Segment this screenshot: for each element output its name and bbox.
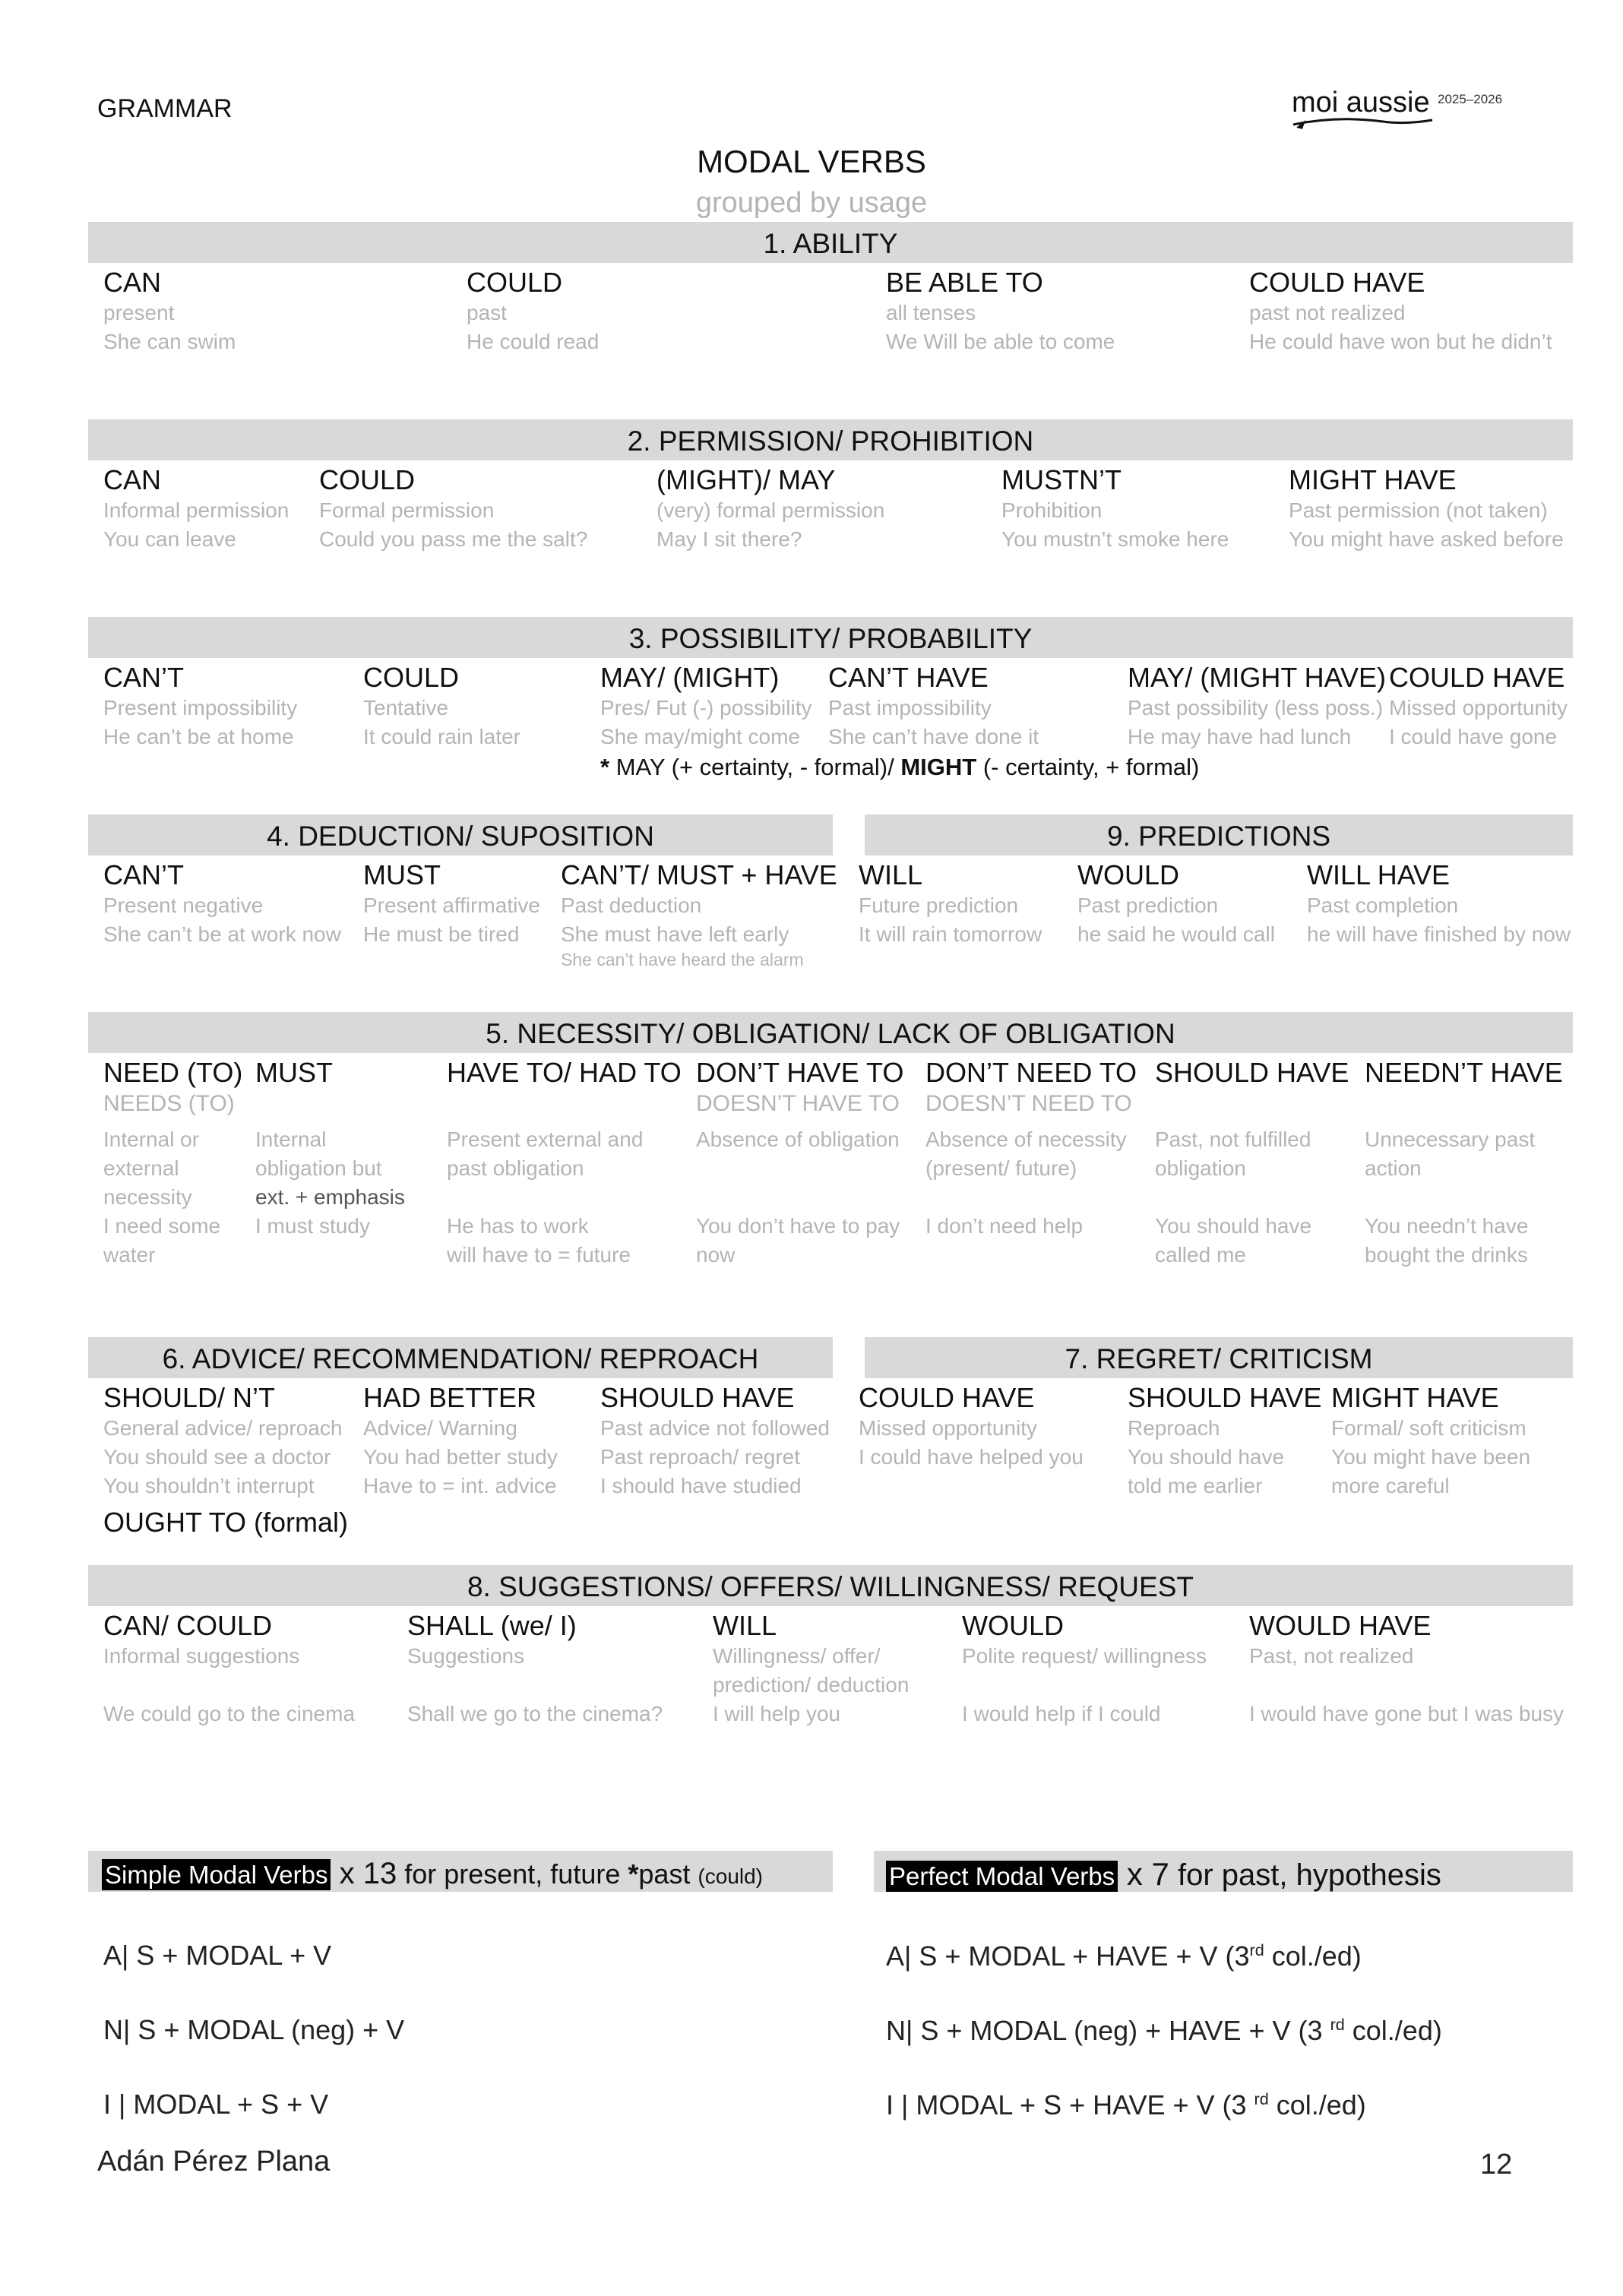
usage-text: Present negative [103, 893, 264, 917]
page-number: 12 [1480, 2149, 1513, 2181]
brand-swoosh-icon [1292, 114, 1436, 131]
simple-modal-label: Simple Modal Verbs [102, 1859, 331, 1890]
section-3-bar [88, 617, 1573, 658]
usage-text: Informal permission [103, 498, 289, 522]
example-text: He has to work [447, 1214, 589, 1238]
usage-text: Internal or [103, 1127, 200, 1151]
verb-heading: WOULD [962, 1610, 1064, 1641]
section-3-title: 3. POSSIBILITY/ PROBABILITY [628, 623, 1033, 654]
usage-text: Missed opportunity [859, 1416, 1038, 1440]
verb-heading: MIGHT HAVE [1331, 1382, 1499, 1413]
simple-interrogative-formula: I | MODAL + S + V [103, 2089, 329, 2120]
example-text: It could rain later [363, 725, 520, 748]
verb-heading: MUSTN’T [1001, 464, 1122, 495]
example-text: You shouldn’t interrupt [103, 1474, 315, 1497]
section-5-bar [88, 1012, 1573, 1053]
verb-heading: SHALL (we/ I) [407, 1610, 577, 1641]
example-text: You should have [1128, 1445, 1285, 1469]
verb-heading: MAY/ (MIGHT HAVE) [1128, 662, 1387, 693]
example-text: called me [1155, 1243, 1246, 1267]
verb-heading: NEEDN’T HAVE [1365, 1057, 1563, 1088]
usage-text: Reproach [1128, 1416, 1220, 1440]
verb-heading: CAN/ COULD [103, 1610, 273, 1641]
example-text: She can’t have heard the alarm [561, 950, 804, 969]
example-text: You might have been [1331, 1445, 1531, 1469]
perfect-modal-heading: Perfect Modal Verbs x 7 for past, hypothesis [886, 1858, 1441, 1890]
section-6-title: 6. ADVICE/ RECOMMENDATION/ REPROACH [162, 1343, 759, 1374]
example-text: I will help you [713, 1702, 841, 1725]
verb-heading: CAN’T/ MUST + HAVE [561, 859, 837, 890]
section-1-bar [88, 222, 1573, 263]
section-1-title: 1. ABILITY [763, 228, 898, 259]
usage-text: Past completion [1307, 893, 1459, 917]
usage-text: Informal suggestions [103, 1644, 300, 1668]
usage-text: necessity [103, 1185, 192, 1209]
usage-text: Past, not fulfilled [1155, 1127, 1311, 1151]
usage-text: Past deduction [561, 893, 702, 917]
example-text: I need some [103, 1214, 221, 1238]
verb-variant: DOESN’T HAVE TO [696, 1091, 900, 1116]
verb-heading: SHOULD HAVE [600, 1382, 795, 1413]
verb-heading: SHOULD HAVE [1128, 1382, 1322, 1413]
usage-text: (present/ future) [925, 1156, 1077, 1180]
usage-text: Past possibility (less poss.) [1128, 696, 1384, 719]
verb-heading: MIGHT HAVE [1289, 464, 1457, 495]
verb-variant: NEEDS (TO) [103, 1091, 235, 1116]
section-9-title: 9. PREDICTIONS [1107, 821, 1330, 852]
usage-text: Absence of necessity [925, 1127, 1127, 1151]
example-text: told me earlier [1128, 1474, 1263, 1497]
verb-heading: COULD [319, 464, 416, 495]
usage-text: Past, not realized [1249, 1644, 1414, 1668]
usage-text: past obligation [447, 1156, 584, 1180]
usage-text: past not realized [1249, 301, 1406, 324]
example-text: We Will be able to come [886, 330, 1115, 353]
verb-heading: COULD [363, 662, 460, 693]
usage-text: Missed opportunity [1389, 696, 1568, 719]
simple-modal-heading: Simple Modal Verbs x 13 for present, future *past (could) [102, 1858, 763, 1889]
usage-text: Willingness/ offer/ [713, 1644, 881, 1668]
verb-heading: SHOULD/ N’T [103, 1382, 276, 1413]
verb-heading: WILL [713, 1610, 777, 1641]
usage-text: Advice/ Warning [363, 1416, 517, 1440]
usage-text: Past advice not followed [600, 1416, 830, 1440]
verb-variant: DOESN’T NEED TO [925, 1091, 1132, 1116]
usage-text: Present affirmative [363, 893, 540, 917]
usage-text: Past impossibility [828, 696, 992, 719]
section-6-bar [88, 1337, 833, 1378]
usage-text: Future prediction [859, 893, 1019, 917]
section-9-bar [865, 814, 1573, 855]
section-8-bar [88, 1565, 1573, 1606]
example-text: I could have gone [1389, 725, 1558, 748]
example-text: Shall we go to the cinema? [407, 1702, 663, 1725]
example-text: You don’t have to pay [696, 1214, 900, 1238]
usage-text: Pres/ Fut (-) possibility [600, 696, 812, 719]
section-5-title: 5. NECESSITY/ OBLIGATION/ LACK OF OBLIGATION [486, 1018, 1175, 1049]
perfect-interrogative-formula: I | MODAL + S + HAVE + V (3 $^{rd}$ col./ed) [886, 2089, 1366, 2120]
example-text: It will rain tomorrow [859, 922, 1042, 946]
example-text: You should see a doctor [103, 1445, 331, 1469]
example-text: She can’t be at work now [103, 922, 341, 946]
usage-text: Past prediction [1077, 893, 1219, 917]
verb-heading: NEED (TO) [103, 1057, 243, 1088]
example-text: He could have won but he didn’t [1249, 330, 1552, 353]
example-text: he will have finished by now [1307, 922, 1571, 946]
example-text: May I sit there? [656, 527, 802, 551]
may-might-note: * MAY (+ certainty, - formal)/ MIGHT (- certainty, + formal) [600, 754, 1200, 780]
verb-heading: WILL HAVE [1307, 859, 1451, 890]
brand-years: 2025–2026 [1438, 92, 1503, 106]
perfect-negative-formula: N| S + MODAL (neg) + HAVE + V (3 $^{rd}$ col./ed) [886, 2015, 1442, 2046]
example-text: I don’t need help [925, 1214, 1084, 1238]
perfect-affirmative-formula: A| S + MODAL + HAVE + V (3rd col./ed) [886, 1940, 1362, 1972]
example-text: She may/might come [600, 725, 800, 748]
usage-text: past [467, 301, 507, 324]
section-7-bar [865, 1337, 1573, 1378]
verb-heading: MAY/ (MIGHT) [600, 662, 780, 693]
usage-text: obligation but [255, 1156, 382, 1180]
example-text: water [103, 1243, 156, 1267]
verb-heading: HAD BETTER [363, 1382, 537, 1413]
ought-to-note: OUGHT TO (formal) [103, 1507, 349, 1538]
usage-text: external [103, 1156, 179, 1180]
example-text: Past reproach/ regret [600, 1445, 801, 1469]
section-4-title: 4. DEDUCTION/ SUPOSITION [267, 821, 654, 852]
example-text: You had better study [363, 1445, 558, 1469]
section-8-title: 8. SUGGESTIONS/ OFFERS/ WILLINGNESS/ REQUEST [467, 1571, 1194, 1602]
page-title: MODAL VERBS [697, 144, 926, 179]
example-text: You needn’t have [1365, 1214, 1529, 1238]
usage-text: (very) formal permission [656, 498, 885, 522]
example-text: more careful [1331, 1474, 1450, 1497]
perfect-modal-label: Perfect Modal Verbs [886, 1861, 1118, 1892]
usage-text: present [103, 301, 175, 324]
example-text: She can swim [103, 330, 236, 353]
verb-heading: CAN’T [103, 859, 184, 890]
example-text: She can’t have done it [828, 725, 1039, 748]
usage-text: Past permission (not taken) [1289, 498, 1548, 522]
example-text: he said he would call [1077, 922, 1275, 946]
verb-heading: COULD HAVE [1389, 662, 1565, 693]
example-text: You mustn’t smoke here [1001, 527, 1229, 551]
example-text: Have to = int. advice [363, 1474, 557, 1497]
verb-heading: WOULD [1077, 859, 1179, 890]
section-4-bar [88, 814, 833, 855]
verb-heading: CAN’T [103, 662, 184, 693]
verb-heading: DON’T NEED TO [925, 1057, 1137, 1088]
verb-heading: MUST [255, 1057, 333, 1088]
verb-heading: SHOULD HAVE [1155, 1057, 1349, 1088]
example-text: You might have asked before [1289, 527, 1564, 551]
example-text: I must study [255, 1214, 370, 1238]
example-text: He must be tired [363, 922, 520, 946]
header-label: GRAMMAR [97, 94, 233, 123]
section-2-bar [88, 419, 1573, 460]
simple-negative-formula: N| S + MODAL (neg) + V [103, 2014, 405, 2045]
verb-heading: CAN’T HAVE [828, 662, 989, 693]
brand-name: moi aussie [1292, 87, 1430, 119]
example-text: He could read [467, 330, 600, 353]
example-text: Could you pass me the salt? [319, 527, 588, 551]
usage-text: Present external and [447, 1127, 644, 1151]
usage-text: obligation [1155, 1156, 1246, 1180]
example-text: I would have gone but I was busy [1249, 1702, 1564, 1725]
usage-text: action [1365, 1156, 1422, 1180]
example-text: now [696, 1243, 736, 1267]
example-text: I should have studied [600, 1474, 802, 1497]
example-text: You can leave [103, 527, 236, 551]
emphasis-text: ext. + emphasis [255, 1185, 405, 1209]
usage-text: Absence of obligation [696, 1127, 900, 1151]
example-text: I would help if I could [962, 1702, 1161, 1725]
verb-heading: WILL [859, 859, 923, 890]
verb-heading: CAN [103, 464, 162, 495]
section-7-title: 7. REGRET/ CRITICISM [1065, 1343, 1373, 1374]
footer-author: Adán Pérez Plana [97, 2146, 331, 2177]
example-text: We could go to the cinema [103, 1702, 356, 1725]
usage-text: Formal/ soft criticism [1331, 1416, 1527, 1440]
verb-heading: HAVE TO/ HAD TO [447, 1057, 682, 1088]
usage-text: Formal permission [319, 498, 495, 522]
usage-text: Unnecessary past [1365, 1127, 1536, 1151]
verb-heading: COULD HAVE [1249, 267, 1425, 298]
verb-heading: WOULD HAVE [1249, 1610, 1432, 1641]
verb-heading: MUST [363, 859, 441, 890]
example-text: You should have [1155, 1214, 1312, 1238]
example-text: will have to = future [447, 1243, 631, 1267]
section-2-title: 2. PERMISSION/ PROHIBITION [627, 425, 1034, 457]
usage-text: all tenses [886, 301, 976, 324]
usage-text: Polite request/ willingness [962, 1644, 1207, 1668]
example-text: bought the drinks [1365, 1243, 1528, 1267]
verb-heading: COULD [467, 267, 563, 298]
verb-heading: COULD HAVE [859, 1382, 1035, 1413]
usage-text: Present impossibility [103, 696, 298, 719]
verb-heading: DON’T HAVE TO [696, 1057, 904, 1088]
usage-text: prediction/ deduction [713, 1673, 910, 1697]
example-text: He can’t be at home [103, 725, 294, 748]
usage-text: Suggestions [407, 1644, 525, 1668]
simple-affirmative-formula: A| S + MODAL + V [103, 1940, 332, 1971]
usage-text: Internal [255, 1127, 327, 1151]
example-text: She must have left early [561, 922, 789, 946]
example-text: I could have helped you [859, 1445, 1084, 1469]
usage-text: Prohibition [1001, 498, 1103, 522]
verb-heading: CAN [103, 267, 162, 298]
verb-heading: (MIGHT)/ MAY [656, 464, 836, 495]
example-text: He may have had lunch [1128, 725, 1352, 748]
verb-heading: BE ABLE TO [886, 267, 1043, 298]
usage-text: General advice/ reproach [103, 1416, 343, 1440]
page-subtitle: grouped by usage [695, 187, 928, 219]
usage-text: Tentative [363, 696, 449, 719]
